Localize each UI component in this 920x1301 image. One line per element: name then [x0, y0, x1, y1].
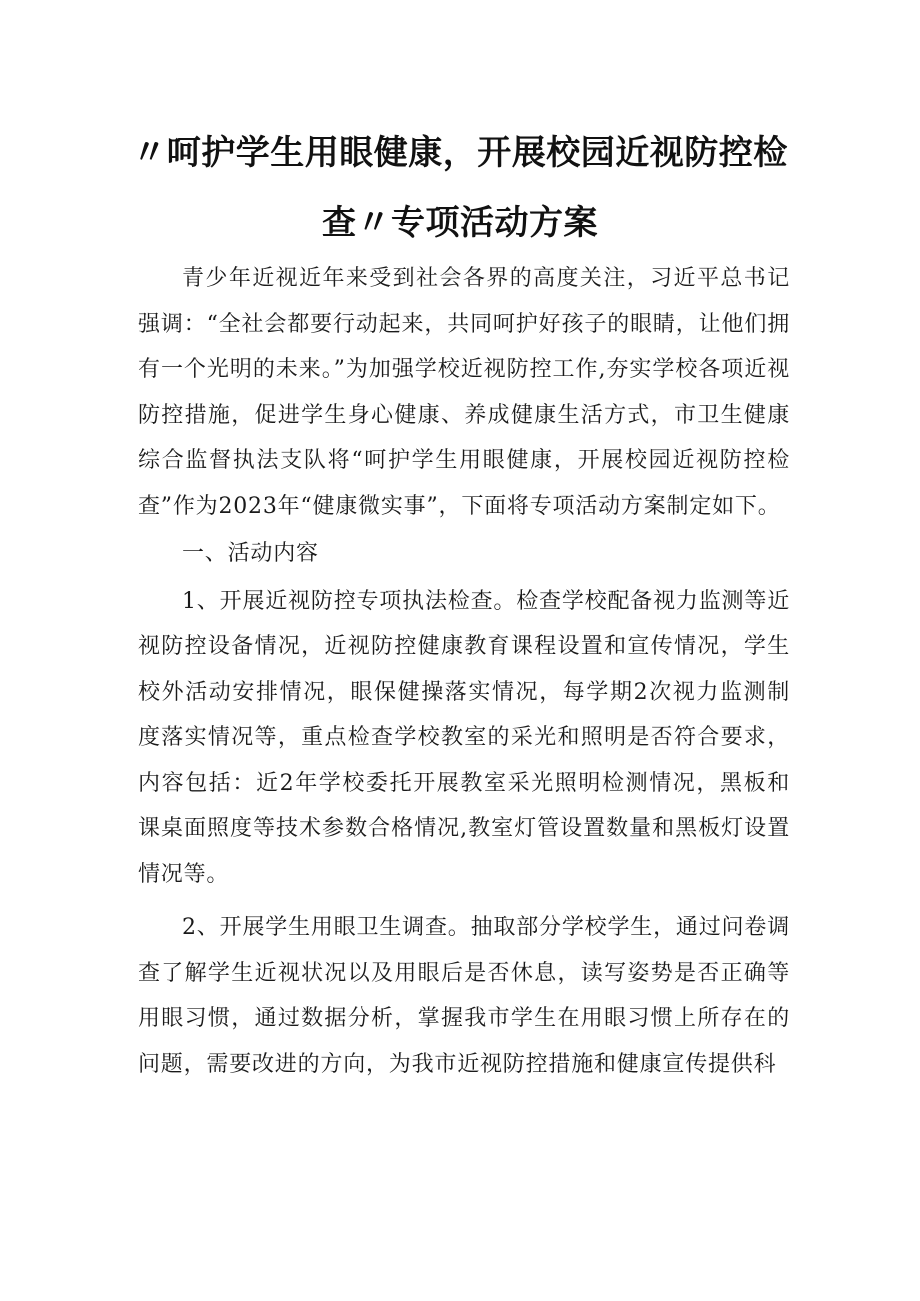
intro-paragraph: 青少年近视近年来受到社会各界的高度关注，习近平总书记强调：“全社会都要行动起来，共同呵护好孩子的眼睛，让他们拥有一个光明的未来。”为加强学校近视防控工作,夯实学校各项近视防控措施，促进学生身心健康、养成健康生活方式，市卫生健康综合监督执法支队将“呵护学生用眼健康，开展校园近视防控检查”作为2023年“健康微实事”，下面将专项活动方案制定如下。: [138, 266, 790, 519]
document-title-line-1: 〃呵护学生用眼健康，开展校园近视防控检: [132, 133, 788, 173]
document-title-line-2: 查〃专项活动方案: [322, 203, 598, 243]
activity-item-2: 2、开展学生用眼卫生调查。抽取部分学校学生，通过问卷调查了解学生近视状况以及用眼后是否休息，读写姿势是否正确等用眼习惯，通过数据分析，掌握我市学生在用眼习惯上所存在的问题，需要改进的方向，为我市近视防控措施和健康宣传提供科: [138, 915, 790, 1077]
section-heading-activity-content: 一、活动内容: [182, 541, 319, 566]
document-body: [138, 256, 790, 1087]
activity-item-1: 1、开展近视防控专项执法检查。检查学校配备视力监测等近视防控设备情况，近视防控健康教育课程设置和宣传情况，学生校外活动安排情况，眼保健操落实情况，每学期2次视力监测制度落实情况等，重点检查学校教室的采光和照明是否符合要求，内容包括：近2年学校委托开展教室采光照明检测情况，黑板和课桌面照度等技术参数合格情况,教室灯管设置数量和黑板灯设置情况等。: [138, 588, 790, 887]
